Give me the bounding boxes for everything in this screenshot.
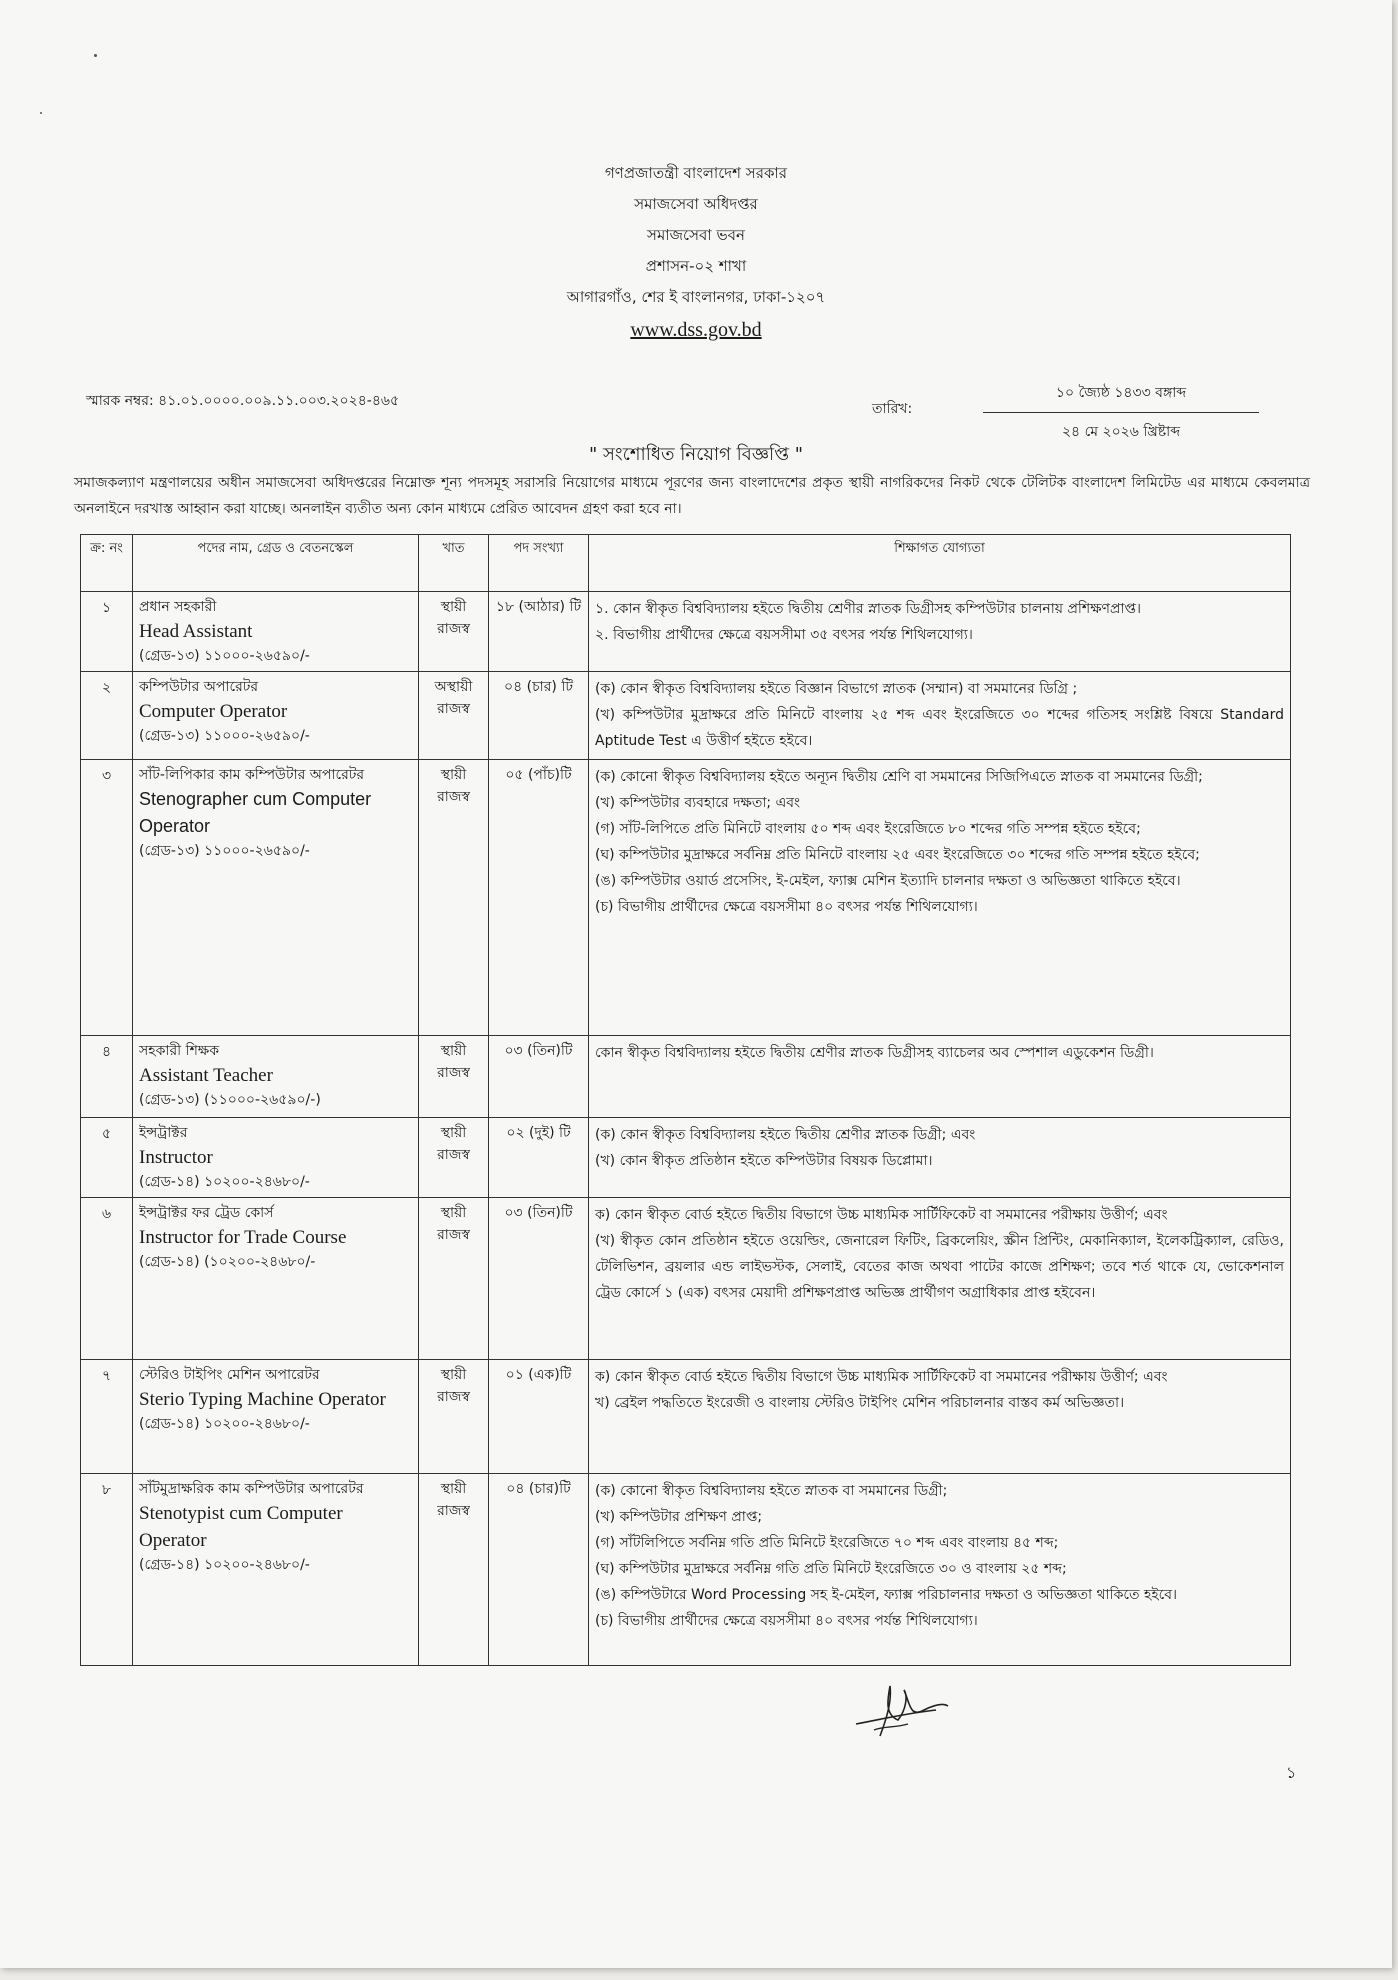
date-bangla: ১০ জ্যৈষ্ঠ ১৪৩৩ বঙ্গাব্দ [983, 374, 1259, 413]
post-name-bangla: ইন্সট্রাক্টর [139, 1125, 188, 1141]
type-cell: স্থায়ী রাজস্ব [419, 1360, 489, 1474]
post-cell [133, 1036, 419, 1118]
post-grade-scale: (গ্রেড-১৩) ১১০০০-২৬৫৯০/- [139, 728, 310, 744]
date-label: তারিখ: [872, 401, 913, 417]
letterhead [0, 158, 1392, 347]
table-row [81, 1036, 1291, 1118]
post-cell [133, 672, 419, 760]
serial-cell: ৩ [81, 760, 133, 1036]
qualification-item: (ক) কোন স্বীকৃত বিশ্ববিদ্যালয় হইতে দ্বিতীয় শ্রেণীর স্নাতক ডিগ্রী; এবং [595, 1127, 976, 1143]
qualification-item: (ঙ) কম্পিউটার ওয়ার্ড প্রসেসিং, ই-মেইল, ফ্যাক্স মেশিন ইত্যাদি চালনার দক্ষতা ও অভিজ্ঞতা থাকিতে হইবে। [595, 873, 1181, 889]
qualification-item: (ক) কোনো স্বীকৃত বিশ্ববিদ্যালয় হইতে স্নাতক বা সমমানের ডিগ্রী; [595, 1483, 948, 1499]
post-cell [133, 1118, 419, 1198]
post-name-bangla: সহকারী শিক্ষক [139, 1043, 220, 1059]
qualification-item: খ) ব্রেইল পদ্ধতিতে ইংরেজী ও বাংলায় স্টেরিও টাইপিং মেশিন পরিচালনার বাস্তব কর্ম অভিজ্ঞতা। [595, 1395, 1125, 1411]
header-post: পদের নাম, গ্রেড ও বেতনস্কেল [133, 535, 419, 592]
notice-title: " সংশোধিত নিয়োগ বিজ্ঞপ্তি " [588, 444, 803, 465]
header-type: খাত [419, 535, 489, 592]
table-row [81, 672, 1291, 760]
count-cell: ০২ (দুই) টি [489, 1118, 589, 1198]
post-cell [133, 1474, 419, 1666]
signature-icon [850, 1680, 950, 1740]
paper-speck [94, 54, 97, 57]
website-link[interactable]: www.dss.gov.bd [630, 319, 762, 341]
post-name-english: Computer Operator [139, 701, 288, 722]
department-name: সমাজসেবা অধিদপ্তর [634, 195, 758, 213]
header-qualification: শিক্ষাগত যোগ্যতা [589, 535, 1291, 592]
qualification-item: (খ) কোন স্বীকৃত প্রতিষ্ঠান হইতে কম্পিউটার বিষয়ক ডিপ্লোমা। [595, 1153, 933, 1169]
count-cell: ০৪ (চার) টি [489, 672, 589, 760]
post-name-bangla: প্রধান সহকারী [139, 599, 217, 615]
table-row [81, 760, 1291, 1036]
serial-cell: ৬ [81, 1198, 133, 1360]
date-gregorian: ২৪ মে ২০২৬ খ্রিষ্টাব্দ [1061, 424, 1181, 440]
serial-cell: ৫ [81, 1118, 133, 1198]
type-cell: স্থায়ী রাজস্ব [419, 760, 489, 1036]
type-cell: অস্থায়ী রাজস্ব [419, 672, 489, 760]
post-grade-scale: (গ্রেড-১৪) (১০২০০-২৪৬৮০/- [139, 1254, 316, 1270]
serial-cell: ১ [81, 592, 133, 672]
type-cell: স্থায়ী রাজস্ব [419, 1474, 489, 1666]
post-cell [133, 1360, 419, 1474]
qualification-cell [589, 1036, 1291, 1118]
post-name-bangla: সাঁটমুদ্রাক্ষরিক কাম কম্পিউটার অপারেটর [139, 1481, 364, 1497]
post-name-english: Assistant Teacher [139, 1065, 273, 1086]
qualification-item: (চ) বিভাগীয় প্রার্থীদের ক্ষেত্রে বয়সসীমা ৪০ বৎসর পর্যন্ত শিথিলযোগ্য। [595, 1613, 978, 1629]
qualification-item: ২. বিভাগীয় প্রার্থীদের ক্ষেত্রে বয়সসীমা ৩৫ বৎসর পর্যন্ত শিথিলযোগ্য। [595, 627, 973, 643]
post-name-bangla: স্টেরিও টাইপিং মেশিন অপারেটর [139, 1367, 320, 1383]
govt-name: গণপ্রজাতন্ত্রী বাংলাদেশ সরকার [604, 164, 788, 182]
qualification-item: ১. কোন স্বীকৃত বিশ্ববিদ্যালয় হইতে দ্বিতীয় শ্রেণীর স্নাতক ডিগ্রীসহ কম্পিউটার চালনায় প্রশিক্ষণপ্রাপ্ত। [595, 601, 1142, 617]
qualification-item: (চ) বিভাগীয় প্রার্থীদের ক্ষেত্রে বয়সসীমা ৪০ বৎসর পর্যন্ত শিথিলযোগ্য। [595, 899, 978, 915]
posts-table-body [81, 592, 1291, 1666]
paper-speck [40, 112, 42, 114]
serial-cell: ২ [81, 672, 133, 760]
posts-table [80, 534, 1291, 1666]
post-grade-scale: (গ্রেড-১৪) ১০২০০-২৪৬৮০/- [139, 1416, 310, 1432]
qualification-item: কোন স্বীকৃত বিশ্ববিদ্যালয় হইতে দ্বিতীয় শ্রেণীর স্নাতক ডিগ্রীসহ ব্যাচেলর অব স্পেশাল এডুকেশন ডিগ্রী। [595, 1045, 1154, 1061]
post-name-english: Stenographer cum Computer Operator [139, 789, 372, 836]
qualification-cell [589, 1474, 1291, 1666]
count-cell: ০১ (এক)টি [489, 1360, 589, 1474]
serial-cell: ৮ [81, 1474, 133, 1666]
branch-name: প্রশাসন-০২ শাখা [645, 257, 747, 275]
post-name-bangla: ইন্সট্রাক্টর ফর ট্রেড কোর্স [139, 1205, 274, 1221]
qualification-item: (ক) কোনো স্বীকৃত বিশ্ববিদ্যালয় হইতে অন্যূন দ্বিতীয় শ্রেণি বা সমমানের সিজিপিএতে স্নাতক বা সমমানের ডিগ্রী; [595, 769, 1203, 785]
building-name: সমাজসেবা ভবন [647, 226, 745, 244]
qualification-cell [589, 1198, 1291, 1360]
table-row [81, 1118, 1291, 1198]
post-name-english: Instructor for Trade Course [139, 1227, 347, 1248]
post-cell [133, 760, 419, 1036]
qualification-item: (ঘ) কম্পিউটার মুদ্রাক্ষরে সর্বনিম্ন প্রতি মিনিটে বাংলায় ২৫ এবং ইংরেজিতে ৩০ শব্দের গতি সম্পন্ন হইতে হইবে; [595, 847, 1200, 863]
header-count: পদ সংখ্যা [489, 535, 589, 592]
qualification-item: (ক) কোন স্বীকৃত বিশ্ববিদ্যালয় হইতে বিজ্ঞান বিভাগে স্নাতক (সম্মান) বা সমমানের ডিগ্রি ; [595, 681, 1078, 697]
qualification-cell [589, 1360, 1291, 1474]
post-name-bangla: কম্পিউটার অপারেটর [139, 679, 259, 695]
post-name-english: Stenotypist cum Computer Operator [139, 1503, 343, 1551]
table-row [81, 1360, 1291, 1474]
page-number: ১ [1286, 1763, 1297, 1782]
office-address: আগারগাঁও, শের ই বাংলানগর, ঢাকা-১২০৭ [566, 288, 826, 306]
type-cell: স্থায়ী রাজস্ব [419, 592, 489, 672]
post-name-english: Head Assistant [139, 621, 253, 642]
table-row [81, 592, 1291, 672]
post-name-bangla: সাঁট-লিপিকার কাম কম্পিউটার অপারেটর [139, 767, 365, 783]
post-grade-scale: (গ্রেড-১৩) ১১০০০-২৬৫৯০/- [139, 648, 310, 664]
qualification-item: (গ) সাঁট-লিপিতে প্রতি মিনিটে বাংলায় ৫০ শব্দ এবং ইংরেজিতে ৮০ শব্দের গতি সম্পন্ন হইতে হইবে; [595, 821, 1141, 837]
qualification-item: (খ) কম্পিউটার ব্যবহারে দক্ষতা; এবং [595, 795, 801, 811]
qualification-cell [589, 672, 1291, 760]
count-cell: ০৩ (তিন)টি [489, 1198, 589, 1360]
post-grade-scale: (গ্রেড-১৪) ১০২০০-২৪৬৮০/- [139, 1174, 310, 1190]
table-row [81, 1198, 1291, 1360]
qualification-cell [589, 760, 1291, 1036]
type-cell: স্থায়ী রাজস্ব [419, 1036, 489, 1118]
post-cell [133, 1198, 419, 1360]
qualification-cell [589, 592, 1291, 672]
count-cell: ০৫ (পাঁচ)টি [489, 760, 589, 1036]
serial-cell: ৭ [81, 1360, 133, 1474]
post-grade-scale: (গ্রেড-১৩) (১১০০০-২৬৫৯০/-) [139, 1092, 321, 1108]
post-grade-scale: (গ্রেড-১৩) ১১০০০-২৬৫৯০/- [139, 843, 310, 859]
notice-intro: সমাজকল্যাণ মন্ত্রণালয়ের অধীন সমাজসেবা অধিদপ্তরের নিম্নোক্ত শূন্য পদসমূহ সরাসরি নিয়োগের মাধ্যমে পূরণের জন্য বাংলাদেশের প্রকৃত স্থায়ী নাগরিকদের নিকট থেকে টেলিটক বাংলাদেশ লিমিটেড এর মাধ্যমে কেবলমাত্র অনলাইনে দরখাস্ত আহ্বান করা যাচ্ছে। অনলাইন ব্যতীত অন্য কোন মাধ্যমে প্রেরিত আবেদন গ্রহণ করা হবে না। [74, 475, 1310, 517]
type-cell: স্থায়ী রাজস্ব [419, 1198, 489, 1360]
memo-number: স্মারক নম্বর: ৪১.০১.০০০০.০০৯.১১.০০৩.২০২৪-৪৬৫ [86, 393, 400, 409]
table-header-row [81, 535, 1291, 592]
serial-cell: ৪ [81, 1036, 133, 1118]
post-name-english: Instructor [139, 1147, 213, 1168]
qualification-item: ক) কোন স্বীকৃত বোর্ড হইতে দ্বিতীয় বিভাগে উচ্চ মাধ্যমিক সার্টিফিকেট বা সমমানের পরীক্ষায় উত্তীর্ণ; এবং [595, 1207, 1168, 1223]
table-row [81, 1474, 1291, 1666]
qualification-item: (খ) স্বীকৃত কোন প্রতিষ্ঠান হইতে ওয়েল্ডিং, জেনারেল ফিটিং, ব্রিকলেয়িং, স্ক্রীন প্রিন্টিং, মেকানিক্যাল, ইলেকট্রিক্যাল, রেডিও, টেলিভিশন, ব্রয়লার এন্ড লাইভস্টক, সেলাই, বেতের কাজ অথবা পাটের কাজে প্রশিক্ষণ; তবে শর্ত থাকে যে, ভোকেশনাল ট্রেড কোর্সে ১ (এক) বৎসর মেয়াদী প্রশিক্ষণপ্রাপ্ত অভিজ্ঞ প্রার্থীগণ অগ্রাধিকার প্রাপ্ত হইবেন। [595, 1233, 1284, 1301]
qualification-item: (ঙ) কম্পিউটারে Word Processing সহ ই-মেইল, ফ্যাক্স পরিচালনার দক্ষতা ও অভিজ্ঞতা থাকিতে হইবে। [595, 1587, 1178, 1603]
type-cell: স্থায়ী রাজস্ব [419, 1118, 489, 1198]
count-cell: ০৩ (তিন)টি [489, 1036, 589, 1118]
count-cell: ১৮ (আঠার) টি [489, 592, 589, 672]
header-serial: ক্র: নং [81, 535, 133, 592]
qualification-item: (খ) কম্পিউটার প্রশিক্ষণ প্রাপ্ত; [595, 1509, 763, 1525]
count-cell: ০৪ (চার)টি [489, 1474, 589, 1666]
qualification-item: ক) কোন স্বীকৃত বোর্ড হইতে দ্বিতীয় বিভাগে উচ্চ মাধ্যমিক সার্টিফিকেট বা সমমানের পরীক্ষায় উত্তীর্ণ; এবং [595, 1369, 1168, 1385]
post-name-english: Sterio Typing Machine Operator [139, 1389, 386, 1410]
post-grade-scale: (গ্রেড-১৪) ১০২০০-২৪৬৮০/- [139, 1557, 310, 1573]
qualification-item: (ঘ) কম্পিউটার মুদ্রাক্ষরে সর্বনিম্ন গতি প্রতি মিনিটে ইংরেজিতে ৩০ ও বাংলায় ২৫ শব্দ; [595, 1561, 1067, 1577]
qualification-item: (গ) সাঁটলিপিতে সর্বনিম্ন গতি প্রতি মিনিটে ইংরেজিতে ৭০ শব্দ এবং বাংলায় ৪৫ শব্দ; [595, 1535, 1059, 1551]
qualification-item: (খ) কম্পিউটার মুদ্রাক্ষরে প্রতি মিনিটে বাংলায় ২৫ শব্দ এবং ইংরেজিতে ৩০ শব্দের গতিসহ সংশ্লিষ্ট বিষয়ে Standard Aptitude Test এ উত্তীর্ণ হইতে হইবে। [595, 707, 1284, 749]
post-cell [133, 592, 419, 672]
qualification-cell [589, 1118, 1291, 1198]
